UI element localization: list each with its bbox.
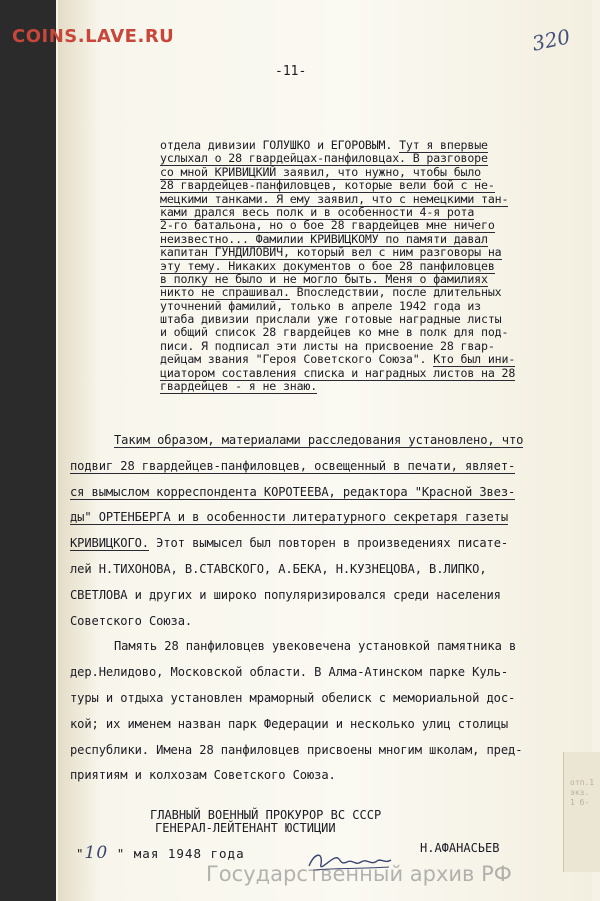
conclusion-text (70, 428, 590, 789)
text-line (70, 557, 590, 583)
text-line (160, 340, 600, 353)
underlined-text: эту тему. Никаких документов о бое 28 панфиловцев (160, 258, 495, 273)
line-text: писи. Я подписал эти листы на присвоение 28 гвар- (160, 338, 495, 353)
underlined-text: ками дрался весь полк и в особенности 4-я рота (160, 204, 475, 219)
underlined-text: услыхал о 28 гвардейцах-панфиловцах. В разговоре (160, 151, 488, 166)
line-text: отдела дивизии ГОЛУШКО и ЕГОРОВЫМ. (160, 138, 400, 152)
text-line (70, 505, 590, 531)
signature-title-line1: ГЛАВНЫЙ ВОЕННЫЙ ПРОКУРОР ВС СССР (150, 808, 382, 822)
testimony-quote (160, 139, 600, 393)
date-close-quote: " (116, 846, 126, 861)
text-line (70, 634, 590, 660)
text-line (160, 179, 600, 192)
text-line (70, 712, 590, 738)
underlined-text: КРИВИЦКОГО. (70, 536, 149, 551)
text-line (70, 583, 590, 609)
text-line (70, 738, 590, 764)
text-line (160, 206, 600, 219)
underlined-text: ся вымыслом корреспондента КОРОТЕЕВА, редактора "Красной Звез- (70, 484, 516, 499)
underlined-text: Кто был ини- (433, 352, 516, 367)
line-text: Память 28 панфиловцев увековечена установкой памятника в (114, 639, 517, 654)
text-line (160, 300, 600, 313)
line-text: республики. Имена 28 панфиловцев присвоены многим школам, пред- (70, 742, 523, 757)
underlined-text: со мной КРИВИЦКИЙ заявил, что нужно, чтобы было (160, 164, 482, 179)
underlined-text: Таким образом, материалами расследования установлено, что (114, 433, 524, 447)
date-open-quote: " (76, 846, 85, 861)
text-line (70, 686, 590, 712)
document-date (76, 843, 245, 863)
side-tab-text: отп.1 экз. 1 б- (570, 778, 595, 807)
line-text: Впоследствии, после длительных (289, 285, 502, 300)
underlined-text: 28 гвардейцев-панфиловцев, которые вели бой с не- (160, 178, 495, 193)
underlined-text: ды" ОРТЕНБЕРГА и в особенности литературного секретаря газеты (70, 510, 509, 525)
text-line (70, 480, 590, 506)
handwritten-page-number: 320 (529, 24, 573, 56)
line-text: и общий список 28 гвардейцев ко мне в полк для под- (160, 325, 509, 340)
text-line (160, 326, 600, 339)
text-line (70, 531, 590, 557)
line-text: штаба дивизии прислали уже готовые наградные листы (160, 312, 502, 327)
underlined-text: в полку не было и не могло быть. Меня о фамилиях (160, 271, 488, 286)
line-text: уточнений фамилий, только в апреле 1942 года из (160, 298, 482, 313)
line-text: туры и отдыха установлен мраморный обелиск с мемориальной дос- (70, 690, 516, 705)
dark-binding-edge (0, 0, 56, 901)
underlined-text: мецкими танками. Я ему заявил, что с немецкими тан- (160, 191, 509, 206)
underlined-text: никто не спрашивал. (160, 285, 290, 300)
archive-watermark: Государственный архив РФ (206, 862, 512, 886)
line-text: приятиям и колхозам Советского Союза. (70, 768, 336, 783)
underlined-text: циатором составления списка и наградных листов на 28 (160, 365, 516, 380)
line-text: кой; их именем назван парк Федерации и несколько улиц столицы (70, 716, 509, 731)
text-line (70, 609, 590, 635)
text-line (160, 313, 600, 326)
underlined-text: неизвестно... Фамилии КРИВИЦКОМУ по памяти давал (160, 231, 488, 246)
line-text: Этот вымысел был повторен в произведениях писате- (149, 536, 509, 551)
underlined-text: Тут я впервые (399, 138, 488, 152)
underlined-text: гвардейцев - я не знаю. (160, 379, 318, 394)
text-line (160, 233, 600, 246)
underlined-text: подвиг 28 гвардейцев-панфиловцев, освещенный в печати, являет- (70, 458, 516, 473)
line-text: Советского Союза. (70, 613, 193, 628)
site-watermark: COINS.LAVE.RU (12, 26, 175, 47)
text-line (160, 166, 600, 179)
text-line (160, 273, 600, 286)
date-day: 10 (84, 843, 109, 863)
text-line (160, 380, 600, 393)
date-rest: мая 1948 года (133, 846, 245, 861)
text-line (70, 763, 590, 789)
text-line (160, 152, 600, 165)
text-line (160, 219, 600, 232)
line-text: СВЕТЛОВА и других и широко популяризировался среди населения (70, 587, 501, 602)
text-line (70, 428, 590, 454)
signature-title-line2: ГЕНЕРАЛ-ЛЕЙТЕНАНТ ЮСТИЦИИ (155, 821, 336, 835)
page-number: -11- (275, 64, 307, 79)
underlined-text: 2-го батальона, но о бое 28 гвардейцев мне ничего (160, 218, 495, 233)
line-text: дер.Нелидово, Московской области. В Алма-Атинском парке Куль- (70, 665, 509, 680)
text-line (160, 353, 600, 366)
text-line (160, 286, 600, 299)
line-text: дейцам звания "Героя Советского Союза". (160, 352, 434, 367)
text-line (70, 660, 590, 686)
text-line (160, 246, 600, 259)
text-line (70, 454, 590, 480)
text-line (160, 260, 600, 273)
text-line (160, 139, 600, 152)
text-line (160, 193, 600, 206)
text-line (160, 367, 600, 380)
line-text: лей Н.ТИХОНОВА, В.СТАВСКОГО, А.БЕКА, Н.КУЗНЕЦОВА, В.ЛИПКО, (70, 561, 487, 576)
signature-name: Н.АФАНАСЬЕВ (420, 841, 500, 855)
underlined-text: капитан ГУНДИЛОВИЧ, который вел с ним разговоры на (160, 245, 502, 260)
